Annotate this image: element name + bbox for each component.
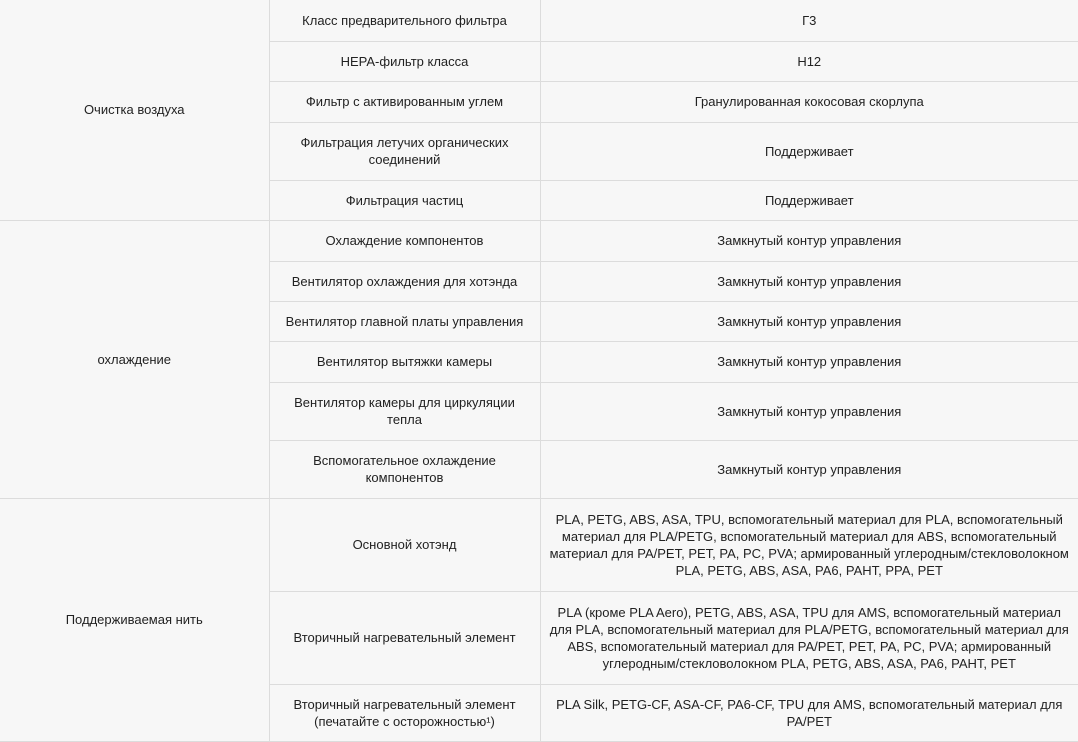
param-cell: Вторичный нагревательный элемент (печатайте с осторожностью¹) <box>269 684 540 741</box>
value-cell: Замкнутый контур управления <box>540 220 1078 261</box>
value-cell: Замкнутый контур управления <box>540 261 1078 301</box>
value-cell: Замкнутый контур управления <box>540 382 1078 440</box>
value-cell: Замкнутый контур управления <box>540 341 1078 382</box>
table-row <box>0 0 1078 41</box>
value-cell: Поддерживает <box>540 180 1078 220</box>
category-cell-supported-filament: Поддерживаемая нить <box>0 498 269 741</box>
param-cell: Фильтрация частиц <box>269 180 540 220</box>
table-row <box>0 220 1078 261</box>
table-row <box>0 498 1078 591</box>
value-cell: Замкнутый контур управления <box>540 440 1078 498</box>
value-cell: Г3 <box>540 0 1078 41</box>
param-cell: Вентилятор камеры для циркуляции тепла <box>269 382 540 440</box>
value-cell: H12 <box>540 41 1078 81</box>
value-cell: PLA (кроме PLA Aero), PETG, ABS, ASA, TPU для AMS, вспомогательный материал для PLA, вспомогательный материал для PLA/PETG, вспомогательный материал для ABS, вспомогательный материал для PA/PET, PET, PA, PC, PVA; армированный углеродным/стекловолокном PLA, PETG, ABS, ASA, PA6, PAHT, PET <box>540 591 1078 684</box>
value-cell: PLA, PETG, ABS, ASA, TPU, вспомогательный материал для PLA, вспомогательный материал для PLA/PETG, вспомогательный материал для ABS, вспомогательный материал для PA/PET, PET, PA, PC, PVA; армированный углеродным/стекловолокном PLA, PETG, ABS, ASA, PA6, PAHT, PPA, PET <box>540 498 1078 591</box>
param-cell: Класс предварительного фильтра <box>269 0 540 41</box>
value-cell: Гранулированная кокосовая скорлупа <box>540 81 1078 122</box>
value-cell: PLA Silk, PETG-CF, ASA-CF, PA6-CF, TPU для AMS, вспомогательный материал для PA/PET <box>540 684 1078 741</box>
param-cell: Вспомогательное охлаждение компонентов <box>269 440 540 498</box>
category-cell-cooling: охлаждение <box>0 220 269 498</box>
param-cell: Вентилятор охлаждения для хотэнда <box>269 261 540 301</box>
value-cell: Замкнутый контур управления <box>540 301 1078 341</box>
param-cell: Основной хотэнд <box>269 498 540 591</box>
param-cell: HEPA-фильтр класса <box>269 41 540 81</box>
param-cell: Вторичный нагревательный элемент <box>269 591 540 684</box>
value-cell: Поддерживает <box>540 122 1078 180</box>
param-cell: Фильтр с активированным углем <box>269 81 540 122</box>
category-cell-air-purification: Очистка воздуха <box>0 0 269 220</box>
param-cell: Охлаждение компонентов <box>269 220 540 261</box>
param-cell: Вентилятор вытяжки камеры <box>269 341 540 382</box>
param-cell: Фильтрация летучих органических соединений <box>269 122 540 180</box>
param-cell: Вентилятор главной платы управления <box>269 301 540 341</box>
